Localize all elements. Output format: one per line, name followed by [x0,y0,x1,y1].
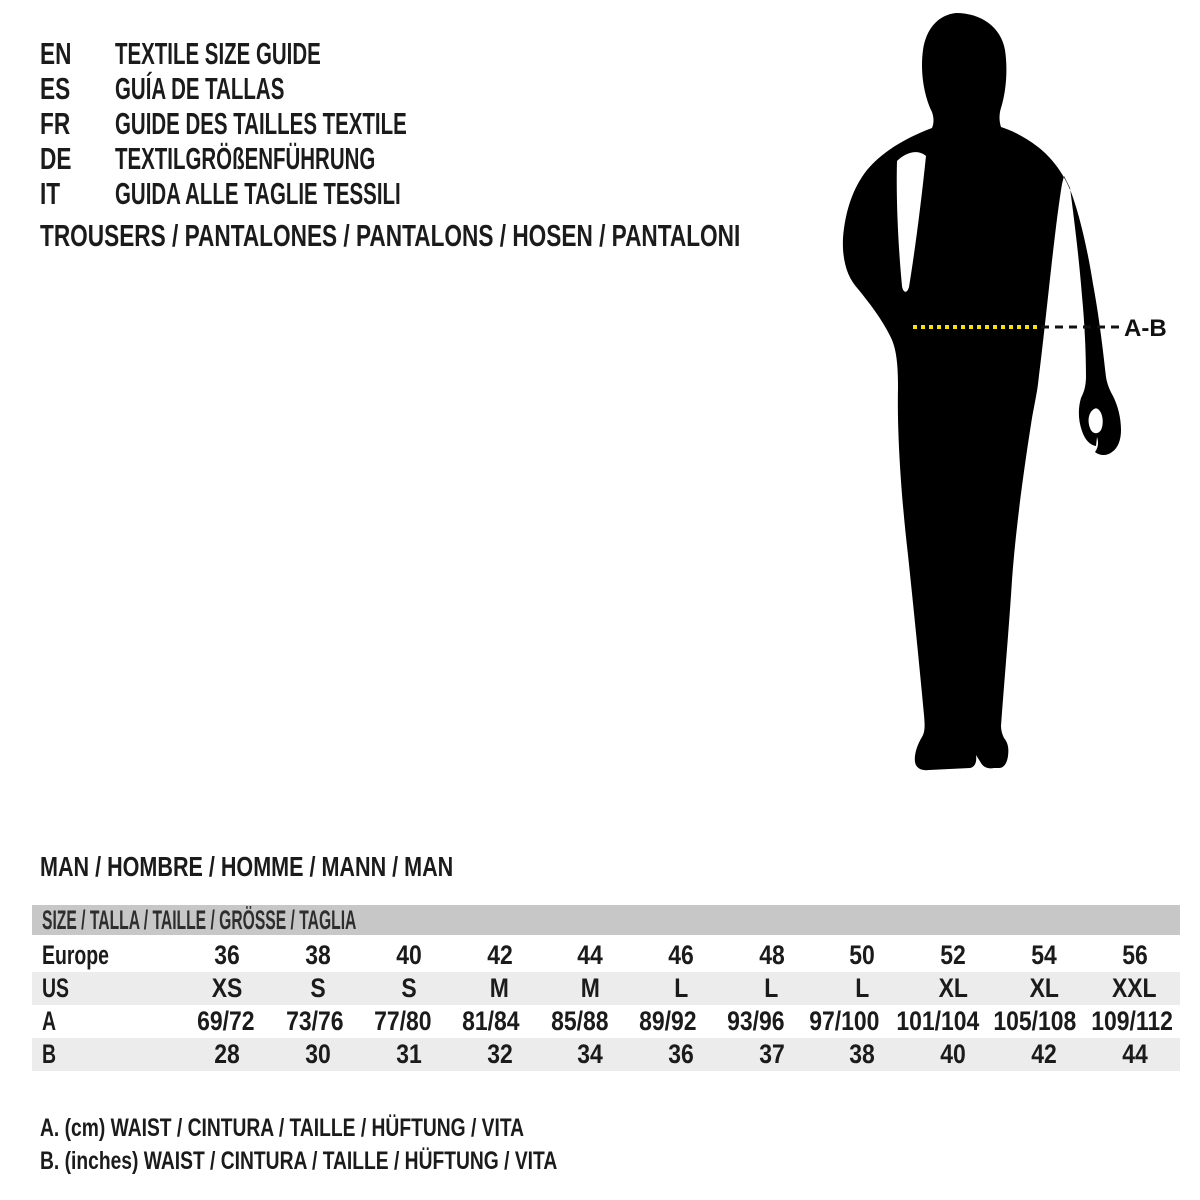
size-table-body [32,939,1180,1071]
size-cell: XXL [1112,973,1157,1003]
man-silhouette [843,13,1121,770]
size-cell: 69/72 [197,1006,255,1036]
size-cell: L [673,973,688,1003]
size-cell: 105/108 [993,1006,1077,1036]
size-cell: 46 [668,940,694,970]
size-cell: 44 [1121,1039,1148,1069]
size-cell: 56 [1121,940,1148,970]
size-cell: 97/100 [809,1006,880,1036]
row-label: US [42,973,70,1003]
language-title: GUIDA ALLE TAGLIE TESSILI [115,176,401,211]
section-title [40,852,577,882]
size-cell: L [855,973,870,1003]
size-cell: 77/80 [374,1006,432,1036]
row-label: B [42,1039,57,1069]
language-row-en [40,36,557,71]
size-table-row-b [32,1038,1180,1071]
size-cell: 109/112 [1091,1006,1173,1036]
size-cell: 44 [577,940,604,970]
language-code: IT [40,176,61,211]
size-cell: 81/84 [462,1006,520,1036]
language-title: TEXTILE SIZE GUIDE [115,36,321,71]
waist-measure-label: A-B [1124,315,1167,342]
size-table [32,905,1180,1071]
size-cell: 52 [940,940,966,970]
note-b-inches-text: B. (inches) WAIST / CINTURA / TAILLE / HÜFTUNG / VITA [40,1147,558,1175]
size-cell: S [401,973,417,1003]
size-cell: 73/76 [285,1006,344,1036]
size-cell: 42 [486,940,513,970]
row-label: A [42,1006,57,1036]
size-table-row-europe [32,939,1180,972]
size-cell: XS [212,973,243,1003]
language-code: ES [40,71,71,106]
man-figure [820,0,1200,800]
size-cell: 101/104 [895,1006,979,1036]
note-b-inches [40,1145,712,1178]
measurement-notes [40,1112,712,1178]
size-cell: XL [938,973,968,1003]
section-title-text: MAN / HOMBRE / HOMME / MANN / MAN [40,851,454,882]
size-cell: M [580,973,600,1003]
size-cell: 37 [758,1039,785,1069]
note-a-cm [40,1112,712,1145]
language-title: GUIDE DES TAILLES TEXTILE [115,106,407,141]
language-code: DE [40,141,72,176]
size-table-row-us [32,972,1180,1005]
size-cell: 85/88 [550,1006,609,1036]
size-cell: 36 [214,940,241,970]
size-cell: 48 [758,940,785,970]
language-code: FR [40,106,71,141]
size-cell: 89/92 [639,1006,697,1036]
size-cell: 28 [214,1039,241,1069]
language-title: GUÍA DE TALLAS [115,71,285,106]
language-code: EN [40,36,72,71]
size-cell: 34 [577,1039,604,1069]
size-cell: S [310,973,326,1003]
size-cell: 31 [396,1039,422,1069]
size-cell: 38 [305,940,331,970]
size-cell: 40 [396,940,422,970]
note-a-cm-text: A. (cm) WAIST / CINTURA / TAILLE / HÜFTUNG / VITA [40,1114,525,1142]
size-cell: 38 [849,1039,876,1069]
language-row-it [40,176,557,211]
size-cell: 54 [1031,940,1057,970]
size-table-row-a [32,1005,1180,1038]
size-cell: 93/96 [727,1006,785,1036]
language-list [40,36,557,211]
language-title: TEXTILGRÖßENFÜHRUNG [115,141,376,176]
size-cell: XL [1029,973,1059,1003]
size-cell: 50 [849,940,876,970]
size-cell: 32 [486,1039,513,1069]
language-row-fr [40,106,557,141]
language-row-de [40,141,557,176]
size-cell: 30 [305,1039,331,1069]
size-cell: 36 [668,1039,694,1069]
size-cell: 42 [1031,1039,1057,1069]
row-label: Europe [42,940,109,970]
product-title-text: TROUSERS / PANTALONES / PANTALONS / HOSEN / PANTALONI [40,218,741,253]
size-cell: L [764,973,779,1003]
language-row-es [40,71,557,106]
size-table-header-text: SIZE / TALLA / TAILLE / GRÖSSE / TAGLIA [42,905,357,935]
size-table-header [32,905,1180,935]
size-cell: M [489,973,510,1003]
size-cell: 40 [940,1039,966,1069]
